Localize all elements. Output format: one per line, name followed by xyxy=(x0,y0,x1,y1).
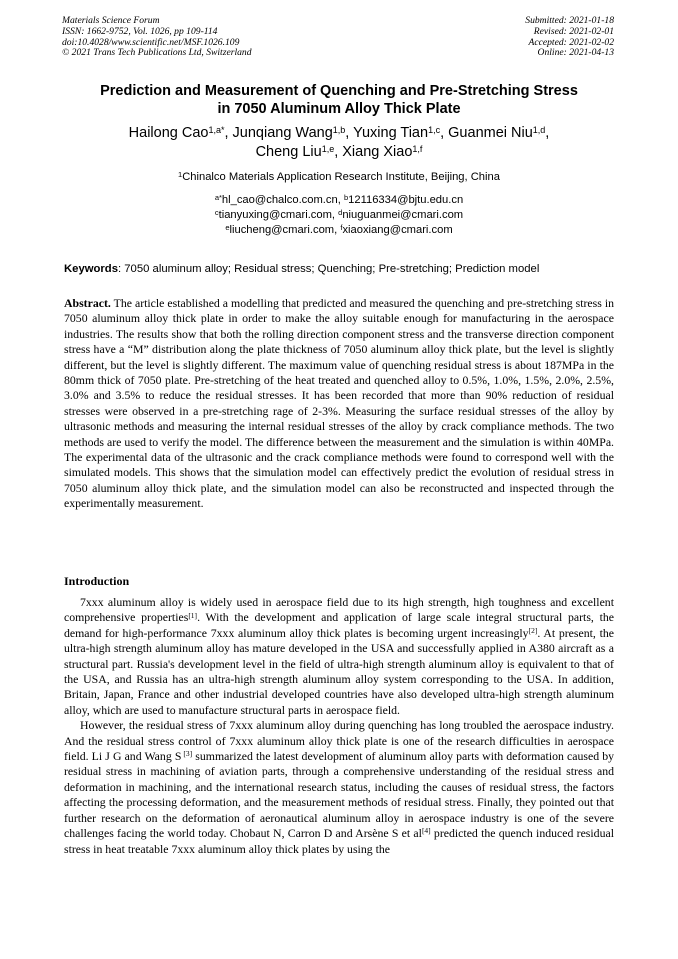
copyright-line: © 2021 Trans Tech Publications Ltd, Switzerland xyxy=(62,47,252,59)
author-marker: 1,f xyxy=(412,143,423,154)
title-line-1: Prediction and Measurement of Quenching and Pre-Stretching Stress xyxy=(100,83,578,99)
affiliation xyxy=(40,170,638,184)
abstract xyxy=(64,296,614,512)
email-line-3 xyxy=(40,223,638,238)
paragraph-text: . At present, the ultra-high strength aluminum alloy has mature developed in the USA and successfully applied in A380 aircraft as a structural part. Russia's development level in the field of ultra-high strength aluminum alloy is equivalent to that of the USA, and Russia has an ultra-high strength aluminum alloy system corresponding to the USA. In addition, Britain, Japan, France and other industrial developed countries have also developed ultra-high strength aluminum alloy, which are used to manufacture structural parts in aerospace field. xyxy=(64,625,614,717)
email-address[interactable]: xiaoxiang@cmari.com xyxy=(342,224,453,236)
paragraph-text: predicted the quench induced residual stress in heat treatable 7xxx aluminum alloy thick plates by using the xyxy=(64,826,614,856)
keywords xyxy=(64,262,624,276)
doi-line: doi:10.4028/www.scientific.net/MSF.1026.109 xyxy=(62,36,240,48)
keywords-label: Keywords xyxy=(64,263,118,275)
accepted-date: Accepted: 2021-02-02 xyxy=(528,36,614,48)
citation-ref[interactable]: [4] xyxy=(421,826,431,836)
citation-ref[interactable]: [2] xyxy=(528,626,538,636)
publication-dates xyxy=(525,16,614,59)
author-marker: 1,d xyxy=(532,124,546,135)
paragraph-text: . With the development and application of large scale integral structural parts, the demand for high-performance 7xxx aluminum alloy thick plates is becoming urgent increasingly xyxy=(64,610,615,640)
revised-date: Revised: 2021-02-01 xyxy=(533,25,614,37)
author-marker: 1,e xyxy=(321,143,335,154)
introduction-body xyxy=(64,595,614,857)
intro-paragraph-2 xyxy=(64,718,614,857)
email-address[interactable]: niuguanmei@cmari.com xyxy=(342,209,464,221)
email-line-2 xyxy=(40,208,638,223)
email-address[interactable]: liucheng@cmari.com, xyxy=(229,224,338,236)
author-marker: 1,b xyxy=(332,124,346,135)
email-marker: b xyxy=(343,192,349,202)
author-name: Yuxing Tian xyxy=(353,125,429,141)
keywords-text: : 7050 aluminum alloy; Residual stress; Quenching; Pre-stretching; Prediction model xyxy=(118,263,540,275)
abstract-text: The article established a modelling that predicted and measured the quenching and pre-stretching stress in 7050 aluminum alloy thick plate in order to make the alloy suitable enough for manufacturing in the aerospace industries. The results show that both the rolling direction component stress and the transverse direction component stress have a “M” distribution along the plate thickness of 7050 aluminum alloy thick plate, but the level is slightly different, but the level is slightly different. The maximum value of quenching residual stress is about 187MPa in the 80mm thick of 7050 plate. Pre-stretching of the heat treated and quenched alloy to 0.5%, 1.0%, 1.5%, 2.0%, 2.5%, 3.0% and 3.5% to reduce the residual stresses. It has been recorded that more than 90% reduction of residual stresses were observed in a pre-stretching rage of 2-3%. Measuring the surface residual stresses of the alloy by ultrasonic methods and measuring the internal residual stresses of the alloy by crack compliance methods. The two methods are used to verify the model. The difference between the measurement and the simulation is within 40MPa. The experimental data of the ultrasonic and the crack compliance methods were found to correspond well with the simulated models. This shows that the simulation model can effectively predict the evolution of residual stress in 7050 aluminum alloy thick plate, and the simulation model can also be reconstructed and inspected through the experimentally measurement. xyxy=(64,296,614,511)
paper-title xyxy=(40,82,638,118)
author-name: Cheng Liu xyxy=(255,144,322,160)
journal-info xyxy=(62,16,252,59)
email-marker: c xyxy=(214,207,219,217)
citation-ref[interactable]: [1] xyxy=(188,610,198,620)
affiliation-text: Chinalco Materials Application Research Institute, Beijing, China xyxy=(182,171,500,183)
online-date: Online: 2021-04-13 xyxy=(537,47,614,59)
issn-line: ISSN: 1662-9752, Vol. 1026, pp 109-114 xyxy=(62,25,218,37)
author-name: Guanmei Niu xyxy=(448,125,533,141)
author-line-2: Cheng Liu$^{1,e}$, Xiang Xiao$^{1,f}$ xyxy=(255,143,423,160)
author-name: Hailong Cao xyxy=(128,125,209,141)
author-line-1: Hailong Cao$^{1,a*}$, Junqiang Wang$^{1,b}$, Yuxing Tian$^{1,c}$, Guanmei Niu$^{1,d}$, xyxy=(128,124,550,141)
introduction-heading: Introduction xyxy=(64,574,130,588)
author-list xyxy=(40,124,638,162)
email-marker: d xyxy=(338,207,343,217)
paragraph-text: summarized the latest development of aluminum alloy parts with deformation caused by residual stress in machining of aviation parts, through a comprehensive understanding of the residual stress and deformation in machining, and the international research status, including the causes of residual stress, the factors affecting the processing deformation, and the measurement methods of residual stress. Finally, they pointed out that further research on the deformation of aeronautical aluminum alloy in aerospace industry is one of the severe challenges facing the world today. Chobaut N, Carron D and Arsène S et al xyxy=(64,749,614,841)
email-marker: f xyxy=(340,222,343,232)
author-marker: 1,a* xyxy=(208,124,225,135)
paragraph-text: However, the residual stress of 7xxx aluminum alloy during quenching has long troubled the aerospace industry. And the residual stress control of 7xxx aluminum alloy thick plate is one of the research difficulties in aerospace field. Li J G and Wang S xyxy=(64,718,614,764)
email-address[interactable]: 12116334@bjtu.edu.cn xyxy=(348,194,464,206)
abstract-label: Abstract. xyxy=(64,296,111,310)
author-marker: 1,c xyxy=(428,124,441,135)
author-name: Junqiang Wang xyxy=(232,125,333,141)
email-list xyxy=(40,193,638,238)
affiliation-marker: 1 xyxy=(178,169,183,179)
email-marker: a* xyxy=(214,192,222,202)
email-line-1 xyxy=(40,193,638,208)
author-name: Xiang Xiao xyxy=(342,144,413,160)
email-marker: e xyxy=(225,222,230,232)
journal-name: Materials Science Forum xyxy=(62,15,160,26)
title-line-2: in 7050 Aluminum Alloy Thick Plate xyxy=(217,101,461,117)
email-address[interactable]: hl_cao@chalco.com.cn, xyxy=(221,194,341,206)
citation-ref[interactable]: [3] xyxy=(181,749,193,759)
email-address[interactable]: tianyuxing@cmari.com, xyxy=(218,209,336,221)
submitted-date: Submitted: 2021-01-18 xyxy=(525,15,614,26)
intro-paragraph-1 xyxy=(64,595,614,718)
paragraph-text: 7xxx aluminum alloy is widely used in aerospace field due to its high strength, high toughness and excellent comprehensive properties xyxy=(64,595,614,625)
